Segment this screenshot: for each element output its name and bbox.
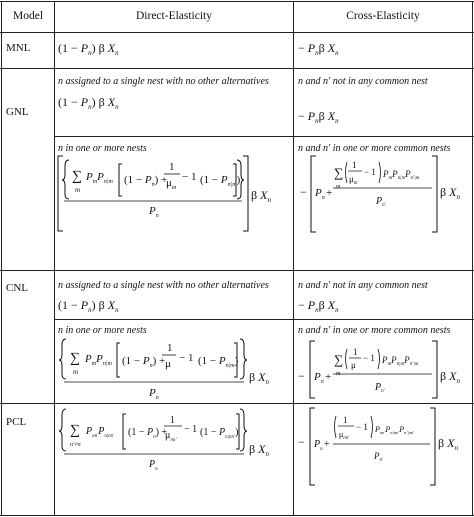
svg-text:+: + <box>325 371 332 383</box>
svg-text:− 1: − 1 <box>184 424 198 435</box>
mnl-cross-formula <box>298 41 339 57</box>
svg-text:1: 1 <box>167 342 173 354</box>
svg-text:∑: ∑ <box>334 352 344 367</box>
svg-text:∑: ∑ <box>70 423 80 438</box>
svg-text:β Xn: β $X_n$ <box>249 370 269 386</box>
svg-text:(1 − Pn) +: $(1 - P_n)$ + <box>128 427 168 440</box>
cnl-direct-single-formula <box>58 298 119 314</box>
svg-text:PmPn|mPn′|m: $P_mP_{n|m}P_{n'|m}$ <box>383 169 420 181</box>
svg-text:PmPn|m: $P_mP_{n|m}$ <box>86 171 113 185</box>
gnl-cross-none-formula <box>298 109 339 125</box>
svg-text:1: 1 <box>169 161 175 173</box>
svg-text:m: m <box>336 184 341 190</box>
svg-text:Pn: $P_n$ <box>315 187 325 201</box>
svg-text:(1 − Pn) β Xn: $(1 - P_n)$ β $X_n$ <box>58 41 119 57</box>
svg-text:(1 − Pn) +: $(1 - P_n)$ + <box>124 174 168 188</box>
svg-text:(1 − Pn) β Xn: $(1 - P_n)$ β $X_n$ <box>58 298 119 314</box>
mnl-direct-formula <box>58 41 119 57</box>
svg-text:(1 − Pn|m): $(1 - P_{n|m})$ <box>198 355 239 369</box>
header-cross-elasticity: Cross-Elasticity <box>346 10 420 22</box>
svg-text:μnn′: $\mu_{nn'}$ <box>339 430 350 441</box>
svg-text:μ: μ <box>351 360 356 370</box>
svg-text:1: 1 <box>352 160 357 170</box>
cnl-cross-common-condition: n and n′ in one or more common nests <box>298 325 451 336</box>
svg-text:(1 − Pn) +: $(1 - P_n)$ + <box>122 355 166 369</box>
svg-text:∑: ∑ <box>334 165 344 180</box>
svg-text:m: m <box>75 186 81 194</box>
model-label-gnl: GNL <box>6 106 29 118</box>
svg-text:β Xn: β $X_n$ <box>249 442 269 458</box>
pcl-direct-formula <box>59 409 269 472</box>
model-label-mnl: MNL <box>6 42 31 54</box>
cnl-direct-single-condition: n assigned to a single nest with no other alternatives <box>58 280 269 291</box>
cnl-direct-multi-formula <box>59 339 269 401</box>
svg-text:μm: $\mu_m$ <box>349 174 358 186</box>
svg-text:PmPn|m: $P_mP_{n|m}$ <box>85 353 112 367</box>
svg-text:μ: μ <box>165 358 171 370</box>
svg-text:−: − <box>298 369 305 383</box>
svg-text:Pn: $P_n$ <box>149 205 159 219</box>
svg-text:m: m <box>336 371 341 377</box>
svg-text:β Xn: β $X_n$ <box>440 185 460 201</box>
cnl-cross-none-formula <box>298 298 339 314</box>
svg-text:1: 1 <box>353 347 358 357</box>
gnl-direct-multi-condition: n in one or more nests <box>58 143 147 154</box>
svg-text:Pn: $P_n$ <box>314 371 324 385</box>
svg-text:Pn: $P_n$ <box>149 387 159 401</box>
svg-text:∑: ∑ <box>70 351 80 366</box>
svg-text:− 1: − 1 <box>356 422 368 432</box>
gnl-cross-none-condition: n and n′ not in any common nest <box>298 76 428 87</box>
gnl-cross-common-condition: n and n′ in one or more common nests <box>298 143 451 154</box>
svg-text:n′≠n: n′≠n <box>70 442 81 448</box>
svg-text:− 1: − 1 <box>182 171 197 183</box>
svg-text:μnn′: $\mu_{nn'}$ <box>165 430 177 443</box>
svg-text:− 1: − 1 <box>179 352 194 364</box>
svg-text:β Xn: β $X_n$ <box>438 436 458 452</box>
svg-text:PmPn|mPn′|m: $P_mP_{n|m}P_{n'|m}$ <box>382 355 419 367</box>
svg-text:1: 1 <box>343 415 348 425</box>
svg-text:− 1: − 1 <box>363 353 375 363</box>
model-label-cnl: CNL <box>6 282 28 294</box>
svg-text:−: − <box>298 435 305 449</box>
svg-text:μm: $\mu_m$ <box>166 177 177 191</box>
svg-text:− Pnβ Xn: − $P_n\beta$ $X_n$ <box>298 298 339 314</box>
svg-text:Pnn′Pn|nn′: $P_{nn'}P_{n|nn'}$ <box>86 426 115 439</box>
svg-text:− 1: − 1 <box>364 167 376 177</box>
svg-text:Pn: $P_n$ <box>149 459 158 472</box>
gnl-direct-multi-formula <box>58 156 271 231</box>
svg-text:β Xn: β $X_n$ <box>440 369 460 385</box>
gnl-direct-single-condition: n assigned to a single nest with no other alternatives <box>58 76 269 87</box>
svg-text:∑: ∑ <box>72 169 82 184</box>
svg-text:Pn′: $P_{n'}$ <box>374 451 384 463</box>
model-label-pcl: PCL <box>6 416 27 428</box>
pcl-cross-formula <box>298 408 458 485</box>
svg-text:−: − <box>300 185 307 199</box>
header-direct-elasticity: Direct-Elasticity <box>136 10 212 22</box>
svg-text:Pn′: $P_{n'}$ <box>376 196 386 208</box>
cnl-direct-multi-condition: n in one or more nests <box>58 325 147 336</box>
svg-text:Pn: $P_n$ <box>314 439 323 452</box>
svg-text:Pn′: $P_{n'}$ <box>375 382 385 394</box>
svg-text:(1 − Pn|m): $(1 - P_{n|m})$ <box>200 174 241 188</box>
cnl-cross-none-condition: n and n′ not in any common nest <box>298 280 428 291</box>
svg-text:(1 − Pn) β Xn: $(1 - P_n)$ β $X_n$ <box>58 95 119 111</box>
svg-text:+: + <box>324 439 330 450</box>
svg-text:− Pnβ Xn: − $P_n\beta$ $X_n$ <box>298 109 339 125</box>
gnl-direct-single-formula <box>58 95 119 111</box>
svg-text:(1 − Pn|nn′): $(1 - P_{n|nn'})$ <box>200 427 239 440</box>
cnl-cross-common-formula <box>298 341 460 398</box>
header-model: Model <box>12 10 44 22</box>
svg-text:Pnn′Pn|nn′Pn′|nn′: $P_{nn'}P_{n|nn'}P_{n'|nn'}$ <box>375 425 415 435</box>
svg-text:m: m <box>73 368 79 376</box>
svg-text:1: 1 <box>170 415 175 426</box>
gnl-cross-common-formula <box>300 156 460 232</box>
svg-text:β Xn: β $X_n$ <box>251 188 271 204</box>
svg-text:+: + <box>326 187 333 199</box>
svg-text:− Pnβ Xn: − $P_n\beta$ $X_n$ <box>298 41 339 57</box>
